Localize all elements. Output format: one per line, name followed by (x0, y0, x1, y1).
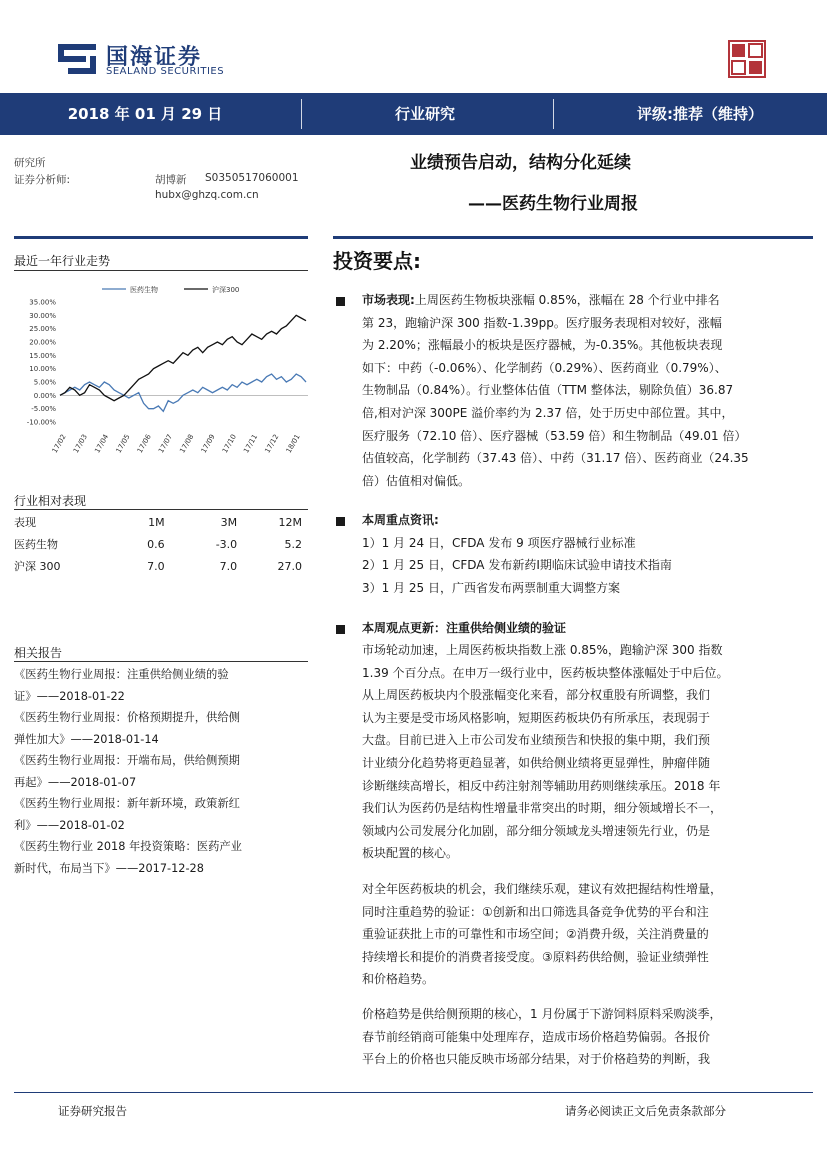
y-tick-label: 25.00% (29, 325, 56, 334)
company-name-en: SEALAND SECURITIES (106, 66, 225, 77)
investment-heading: 投资要点: (333, 249, 421, 273)
column-header: 表现 (14, 516, 36, 529)
related-report-link[interactable]: 《医药生物行业周报：注重供给侧业绩的验 证》——2018-01-22 (14, 668, 229, 703)
analyst-name: 胡博新 (155, 174, 187, 186)
y-tick-label: 35.00% (29, 298, 56, 307)
left-divider (14, 236, 308, 239)
news-section (362, 509, 790, 599)
x-tick-label: 17/05 (114, 433, 132, 455)
x-tick-label: 17/03 (71, 433, 90, 455)
company-name-cn: 国海证券 (106, 45, 203, 70)
view-paragraph-2: 对全年医药板块的机会，我们继续乐观，建议有效把握结构性增量， 同时注重趋势的验证：①创新和出口筛选具备竞争优势的平台和注 重验证获批上市的可靠性和市场空间；②消费升级，关注消费量的 持续增长和提价的消费者接受度。③原料药供给侧，验证业绩弹性 和价格趋势。 (362, 882, 723, 987)
x-tick-label: 17/12 (263, 433, 281, 455)
report-date: 2018 年 01 月 29 日 (67, 105, 223, 123)
news-item: 2）1 月 25 日，CFDA 发布新药Ⅰ期临床试验申请技术指南 (362, 558, 672, 573)
x-tick-label: 17/11 (242, 433, 260, 455)
table-cell: -3.0 (215, 537, 238, 551)
company-logo (56, 40, 98, 80)
table-cell: 0.6 (147, 537, 165, 551)
report-rating: 评级:推荐（维持） (637, 105, 763, 123)
x-tick-label: 17/09 (199, 433, 217, 455)
report-subtitle: ——医药生物行业周报 (468, 194, 638, 214)
view-paragraph-1: 市场轮动加速，上周医药板块指数上涨 0.85%，跑输沪深 300 指数 1.39 个百分点。在申万一级行业中，医药板块整体涨幅处于中后位。 从上周医药板块内个股涨幅变化来看，部分权重股有所调整，我们 认为主要是受市场风格影响，短期医药板块仍有所承压，表现弱于 大盘。目前已进入上市公司发布业绩预告和快报的集中期，我们预 计业绩分化趋势将更趋显著，如供给侧业绩将更显弹性，肿瘤伴随 诊断继续高增长，相反中药注射剂等辅助用药则继续承压。2018 年 我们认为医药仍是结构性增量非常突出的时期，细分领域增长不一， 领域内公司发展分化加剧，部分细分领域龙头增速领先行业，仍是 板块配置的核心。 (362, 643, 729, 861)
report-type: 行业研究 (394, 105, 455, 123)
table-row (14, 533, 308, 555)
series-line-hs300 (60, 315, 306, 400)
x-tick-label: 17/07 (157, 433, 175, 455)
related-heading: 相关报告 (14, 646, 63, 660)
y-tick-label: -10.00% (26, 418, 56, 427)
right-divider (333, 236, 813, 239)
related-report-link[interactable]: 《医药生物行业周报：新年新环境，政策新红 利》——2018-01-02 (14, 797, 240, 832)
bullet-icon (336, 625, 345, 634)
market-label: 市场表现: (362, 293, 415, 307)
table-header-row (14, 511, 308, 533)
view-paragraph-3: 价格趋势是供给侧预期的核心，1 月份属于下游饲料原料采购淡季， 春节前经销商可能集中处理库存，造成市场价格趋势偏弱。各报价 平台上的价格也只能反映市场部分结果，对于价格趋势的判断，我 (362, 1007, 722, 1067)
view-label: 本周观点更新：注重供给侧业绩的验证 (362, 621, 567, 635)
y-tick-label: 30.00% (29, 311, 56, 320)
legend-label: 医药生物 (130, 286, 158, 294)
series-line-pharma (60, 374, 306, 411)
bar-divider (553, 99, 554, 129)
bullet-icon (336, 517, 345, 526)
section-rule (14, 270, 308, 271)
y-tick-label: -5.00% (31, 405, 56, 414)
table-cell: 医药生物 (14, 538, 58, 551)
report-title: 业绩预告启动，结构分化延续 (410, 153, 631, 173)
footer-rule (14, 1092, 813, 1093)
news-item: 3）1 月 25 日，广西省发布两票制重大调整方案 (362, 580, 620, 595)
report-header-bar (0, 93, 827, 135)
bar-divider (301, 99, 302, 129)
y-tick-label: 15.00% (29, 351, 56, 360)
x-tick-label: 18/01 (284, 433, 302, 455)
performance-heading: 行业相对表现 (14, 494, 87, 508)
y-tick-label: 10.00% (29, 365, 56, 374)
table-cell: 沪深 300 (14, 560, 61, 573)
column-header: 3M (220, 515, 238, 529)
seal-icon (728, 40, 766, 78)
trend-heading: 最近一年行业走势 (14, 254, 111, 268)
table-cell: 5.2 (284, 537, 302, 551)
section-rule (14, 661, 308, 662)
x-tick-label: 17/04 (93, 433, 111, 455)
footer-left: 证券研究报告 (58, 1104, 127, 1118)
column-header: 12M (278, 515, 302, 529)
related-report-link[interactable]: 《医药生物行业 2018 年投资策略：医药产业 新时代，布局当下》——2017-12-28 (14, 840, 242, 875)
related-report-link[interactable]: 《医药生物行业周报：开端布局，供给侧预期 再起》——2018-01-07 (14, 754, 240, 789)
analyst-role: 证券分析师: (14, 174, 71, 186)
institute-seal (728, 40, 766, 78)
bullet-icon (336, 297, 345, 306)
related-reports-list (14, 664, 310, 879)
section-rule (14, 509, 308, 510)
footer-disclaimer: 请务必阅读正文后免责条款部分 (565, 1104, 726, 1118)
x-tick-label: 17/02 (50, 433, 68, 455)
x-tick-label: 17/06 (135, 433, 153, 455)
market-section: 市场表现:上周医药生物板块涨幅 0.85%，涨幅在 28 个行业中排名 第 23，跑输沪深 300 指数-1.39pp。医疗服务表现相对较好，涨幅 为 2.20%；涨幅最小的板块是医疗器械，为-0.35%。其他板块表现 如下：中药（-0.06%）、化学制药（0.29%）、医药商业（0.79%）、 生物制品（0.84%）。行业整体估值（TTM 整体法，剔除负值）36.87 倍,相对沪深 300PE 溢价率约为 2.37 倍，处于历史中部位置。其中， 医疗服务（72.10 倍）、医疗器械（53.59 倍）和生物制品（49.01 倍） 估值较高，化学制药（37.43 倍）、中药（31.17 倍）、医药商业（24.35 倍）估值相对偏低。 (362, 293, 749, 488)
x-tick-label: 17/08 (178, 433, 196, 455)
table-cell: 7.0 (147, 559, 165, 573)
x-tick-label: 17/10 (220, 433, 238, 455)
y-tick-label: 20.00% (29, 338, 56, 347)
analyst-email[interactable]: hubx@ghzq.com.cn (155, 189, 259, 201)
column-header: 1M (148, 515, 165, 529)
logo-mark-icon (56, 40, 98, 80)
trend-chart (14, 280, 310, 455)
table-cell: 7.0 (219, 559, 238, 573)
performance-table (14, 511, 308, 577)
legend-label: 沪深300 (212, 286, 240, 294)
analyst-license: S0350517060001 (205, 172, 299, 184)
y-tick-label: 0.00% (33, 391, 56, 400)
analyst-dept: 研究所 (14, 157, 46, 169)
related-report-link[interactable]: 《医药生物行业周报：价格预期提升，供给侧 弹性加大》——2018-01-14 (14, 711, 240, 746)
table-cell: 27.0 (277, 559, 302, 573)
news-item: 1）1 月 24 日，CFDA 发布 9 项医疗器械行业标准 (362, 535, 636, 550)
table-row (14, 555, 308, 577)
news-label: 本周重点资讯: (362, 513, 439, 527)
y-tick-label: 5.00% (33, 378, 56, 387)
